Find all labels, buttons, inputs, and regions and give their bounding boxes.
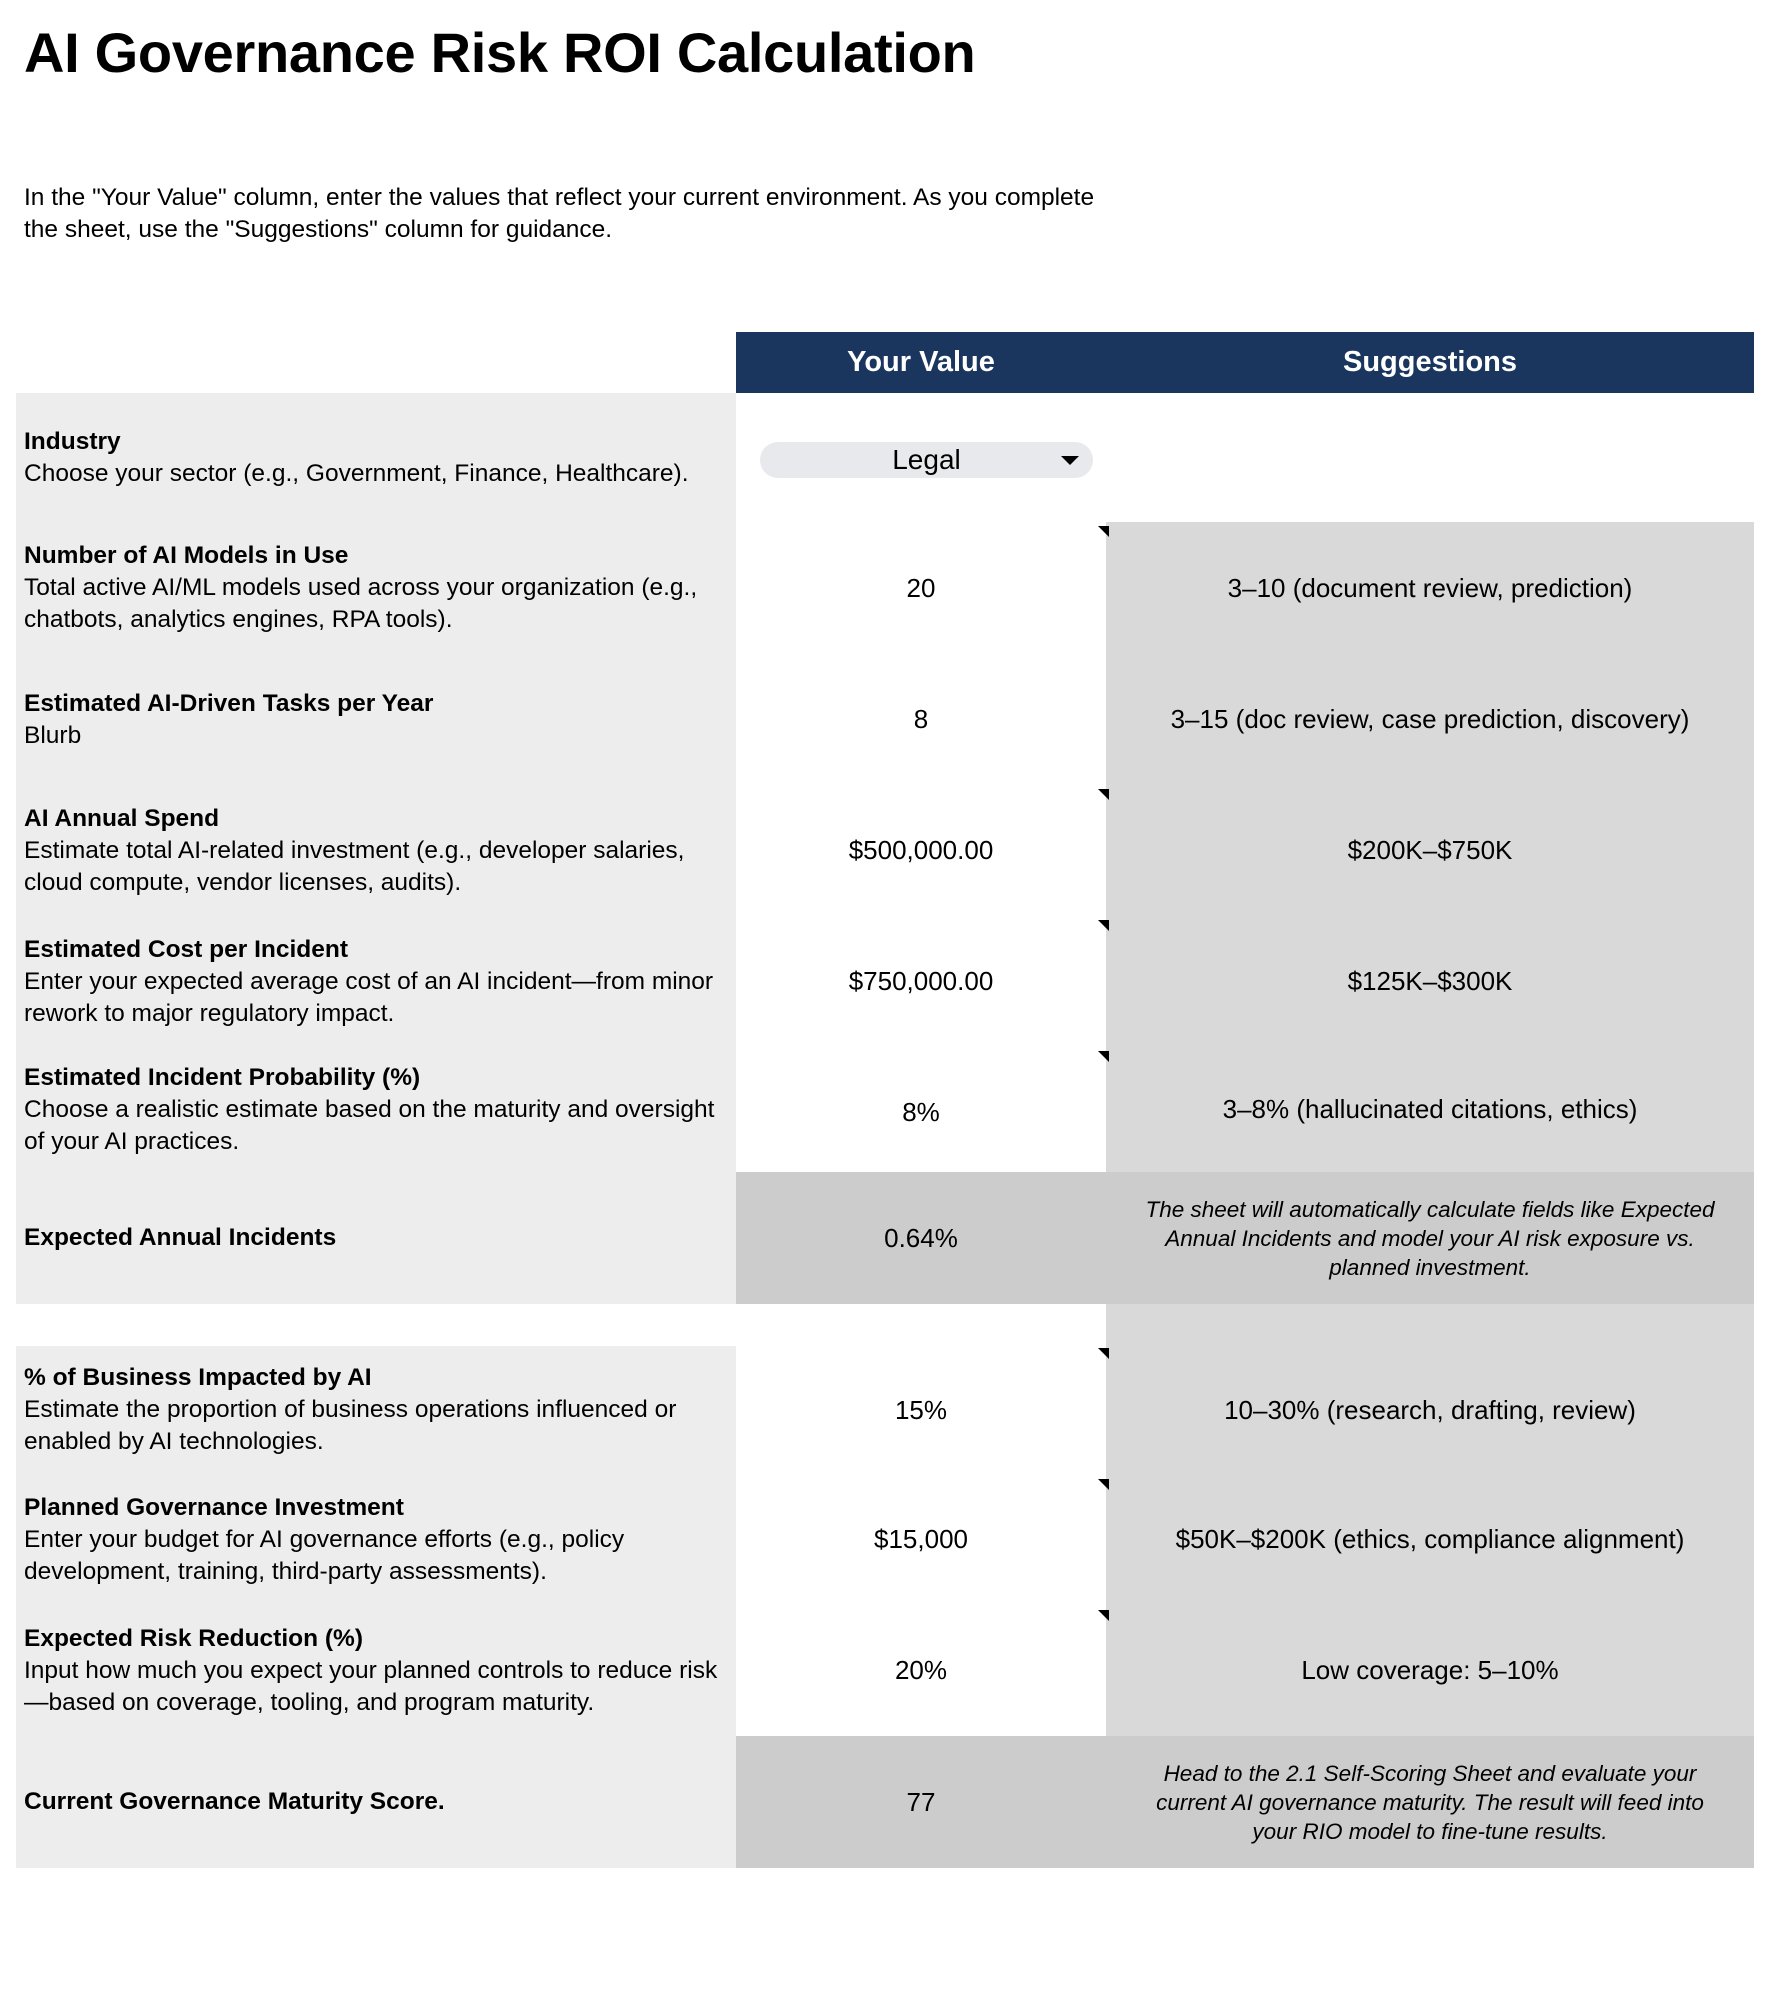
row-title: Current Governance Maturity Score. bbox=[24, 1788, 445, 1815]
row-label-business-impact bbox=[24, 1346, 724, 1474]
dropdown-corner-marker-icon[interactable] bbox=[1098, 526, 1109, 537]
dropdown-corner-marker-icon[interactable] bbox=[1098, 1051, 1109, 1062]
value-input-cost-per-incident[interactable]: $750,000.00 bbox=[848, 966, 994, 996]
row-label-ai-spend bbox=[24, 785, 724, 916]
row-label-ai-tasks bbox=[24, 654, 724, 785]
suggestion-ai-models: 3–10 (document review, prediction) bbox=[1106, 522, 1754, 654]
row-label-incident-probability bbox=[24, 1047, 724, 1172]
note-expected-incidents: The sheet will automatically calculate fields like Expected Annual Incidents and model your AI risk exposure vs. planned investment. bbox=[1106, 1172, 1754, 1304]
row-description: Enter your budget for AI governance efforts (e.g., policy development, training, third-party assessments). bbox=[24, 1525, 625, 1585]
column-header-suggestions: Suggestions bbox=[1106, 332, 1754, 393]
calculated-expected-incidents: 0.64% bbox=[736, 1172, 1106, 1304]
value-input-incident-probability[interactable]: 8% bbox=[902, 1097, 940, 1127]
row-label-governance-investment bbox=[24, 1474, 724, 1605]
value-input-ai-models[interactable]: 20 bbox=[906, 572, 936, 603]
suggestion-risk-reduction: Low coverage: 5–10% bbox=[1106, 1605, 1754, 1736]
value-input-business-impact[interactable]: 15% bbox=[894, 1394, 948, 1425]
row-description: Enter your expected average cost of an AI incident—from minor rework to major regulatory impact. bbox=[24, 967, 714, 1027]
value-input-risk-reduction[interactable]: 20% bbox=[894, 1655, 948, 1685]
intro-text: In the "Your Value" column, enter the values that reflect your current environment. As you complete the sheet, use the "Suggestions" column for guidance. bbox=[24, 184, 1095, 243]
row-title: % of Business Impacted by AI bbox=[24, 1364, 372, 1391]
suggestion-governance-investment: $50K–$200K (ethics, compliance alignment) bbox=[1106, 1474, 1754, 1605]
row-title: Planned Governance Investment bbox=[24, 1493, 404, 1521]
row-description: Choose your sector (e.g., Government, Finance, Healthcare). bbox=[24, 459, 689, 487]
value-input-ai-tasks[interactable]: 8 bbox=[913, 704, 929, 734]
row-title: Expected Annual Incidents bbox=[24, 1224, 337, 1251]
row-title: AI Annual Spend bbox=[24, 804, 220, 832]
row-label-expected-incidents bbox=[24, 1172, 724, 1304]
row-title: Number of AI Models in Use bbox=[24, 542, 349, 569]
row-label-maturity-score bbox=[24, 1736, 724, 1868]
row-description: Input how much you expect your planned controls to reduce risk—based on coverage, tooling, and program maturity. bbox=[24, 1656, 718, 1716]
value-input-governance-investment[interactable]: $15,000 bbox=[874, 1524, 968, 1554]
dropdown-corner-marker-icon[interactable] bbox=[1098, 1479, 1109, 1490]
row-description: Total active AI/ML models used across your organization (e.g., chatbots, analytics engines, RPA tools). bbox=[24, 574, 698, 633]
dropdown-corner-marker-icon[interactable] bbox=[1098, 1348, 1109, 1359]
suggestion-ai-tasks: 3–15 (doc review, case prediction, discovery) bbox=[1106, 654, 1754, 785]
dropdown-corner-marker-icon[interactable] bbox=[1098, 920, 1109, 931]
note-maturity-score: Head to the 2.1 Self-Scoring Sheet and evaluate your current AI governance maturity. The result will feed into your RIO model to fine-tune results. bbox=[1106, 1736, 1754, 1868]
suggestion-ai-spend: $200K–$750K bbox=[1106, 785, 1754, 916]
dropdown-corner-marker-icon[interactable] bbox=[1098, 789, 1109, 800]
suggestion-spacer bbox=[1106, 1304, 1754, 1346]
dropdown-corner-marker-icon[interactable] bbox=[1098, 1610, 1109, 1621]
row-label-industry bbox=[24, 393, 724, 522]
row-description: Estimate the proportion of business operations influenced or enabled by AI technologies. bbox=[24, 1396, 677, 1455]
column-header-your-value: Your Value bbox=[736, 332, 1106, 393]
row-label-cost-per-incident bbox=[24, 916, 724, 1047]
suggestion-incident-probability: 3–8% (hallucinated citations, ethics) bbox=[1106, 1047, 1754, 1172]
suggestion-business-impact: 10–30% (research, drafting, review) bbox=[1106, 1346, 1754, 1474]
industry-select[interactable] bbox=[760, 442, 1093, 478]
value-input-ai-spend[interactable]: $500,000.00 bbox=[848, 835, 994, 865]
row-description: Estimate total AI-related investment (e.g., developer salaries, cloud compute, vendor licenses, audits). bbox=[24, 836, 685, 896]
value-maturity-score[interactable]: 77 bbox=[736, 1736, 1106, 1868]
page-title: AI Governance Risk ROI Calculation bbox=[24, 21, 976, 84]
row-title: Estimated Incident Probability (%) bbox=[24, 1063, 421, 1091]
row-title: Industry bbox=[24, 427, 121, 455]
row-title: Estimated Cost per Incident bbox=[24, 935, 349, 963]
row-description: Blurb bbox=[24, 721, 82, 749]
industry-select-value: Legal bbox=[892, 444, 961, 475]
chevron-down-icon bbox=[1061, 456, 1079, 465]
row-label-risk-reduction bbox=[24, 1605, 724, 1736]
row-title: Estimated AI-Driven Tasks per Year bbox=[24, 689, 434, 717]
row-label-ai-models bbox=[24, 522, 724, 654]
suggestion-cost-per-incident: $125K–$300K bbox=[1106, 916, 1754, 1047]
row-description: Choose a realistic estimate based on the maturity and oversight of your AI practices. bbox=[24, 1095, 715, 1155]
row-title: Expected Risk Reduction (%) bbox=[24, 1624, 363, 1652]
